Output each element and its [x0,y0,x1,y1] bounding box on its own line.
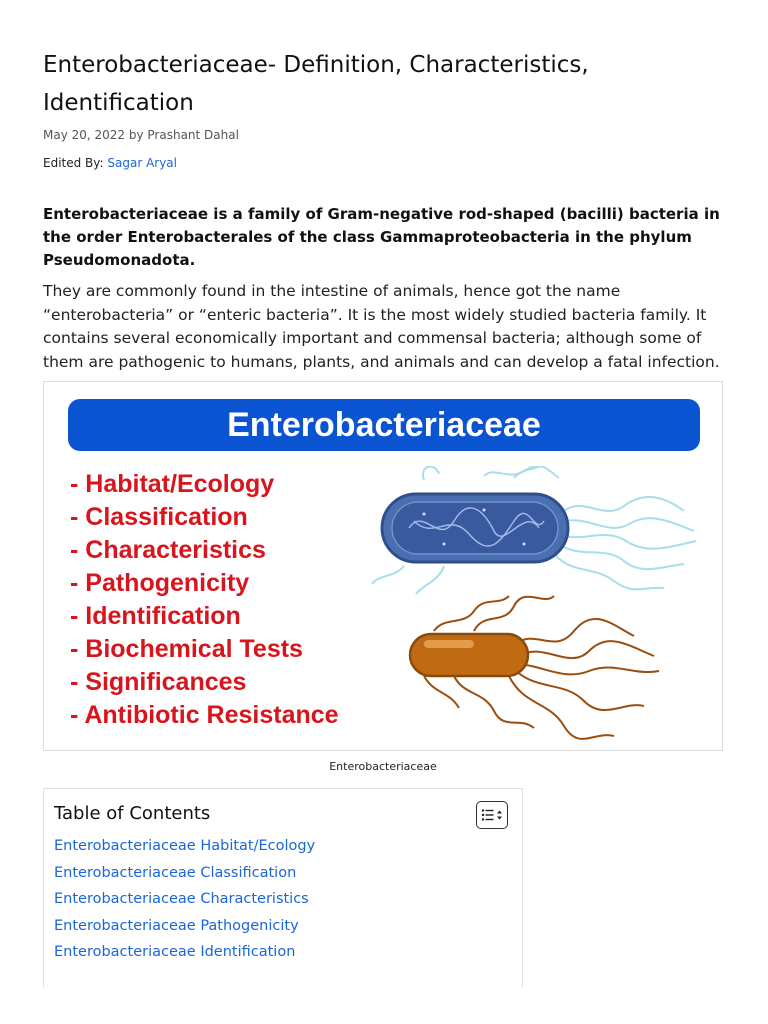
table-of-contents [43,788,523,988]
image-topic-item: - Identification [70,602,241,630]
toc-link[interactable]: Enterobacteriaceae Classification [54,864,297,881]
list-toggle-icon [481,808,503,822]
featured-image [43,381,723,751]
image-topic-item: - Pathogenicity [70,569,250,597]
image-topic-item: - Classification [70,503,248,531]
page-title: Enterobacteriaceae- Definition, Characteristics, Identification [43,52,589,116]
toc-link[interactable]: Enterobacteriaceae Pathogenicity [54,917,299,934]
image-topic-list [70,468,339,732]
toc-link[interactable]: Enterobacteriaceae Identification [54,944,296,960]
toc-links [54,833,315,966]
toc-toggle-button[interactable] [476,801,508,829]
image-topic-item: - Characteristics [70,536,266,564]
image-topic-item: - Significances [70,668,247,696]
lead-paragraph: Enterobacteriaceae is a family of Gram-negative rod-shaped (bacilli) bacteria in the order Enterobacterales of the class Gammaproteobacteria in the phylum Pseudomonadota. [43,205,720,269]
toc-item [54,913,315,940]
image-banner: Enterobacteriaceae [68,399,700,451]
toc-item [54,939,315,966]
toc-link[interactable]: Enterobacteriaceae Characteristics [54,891,309,907]
toc-item [54,860,315,887]
toc-item [54,833,315,860]
image-topic-item: - Antibiotic Resistance [70,701,339,729]
edited-by [43,156,177,170]
image-topic-item: - Biochemical Tests [70,635,303,663]
toc-item [54,886,315,913]
bacteria-illustration [324,466,704,746]
editor-link[interactable]: Sagar Aryal [107,156,177,170]
image-topic-item: - Habitat/Ecology [70,470,275,498]
toc-title: Table of Contents [54,803,211,824]
edited-by-label: Edited By: [43,156,108,170]
intro-paragraph: They are commonly found in the intestine of animals, hence got the name “enterobacteria” or “enteric bacteria”. It is the most widely studied bacteria family. It contains several economically important and commensal bacteria; although some of them are pathogenic to humans, plants, and animals and can develop a fatal infection. [43,282,720,371]
post-meta: May 20, 2022 by Prashant Dahal [43,128,239,142]
toc-link[interactable]: Enterobacteriaceae Habitat/Ecology [54,838,316,854]
image-caption: Enterobacteriaceae [329,760,437,773]
